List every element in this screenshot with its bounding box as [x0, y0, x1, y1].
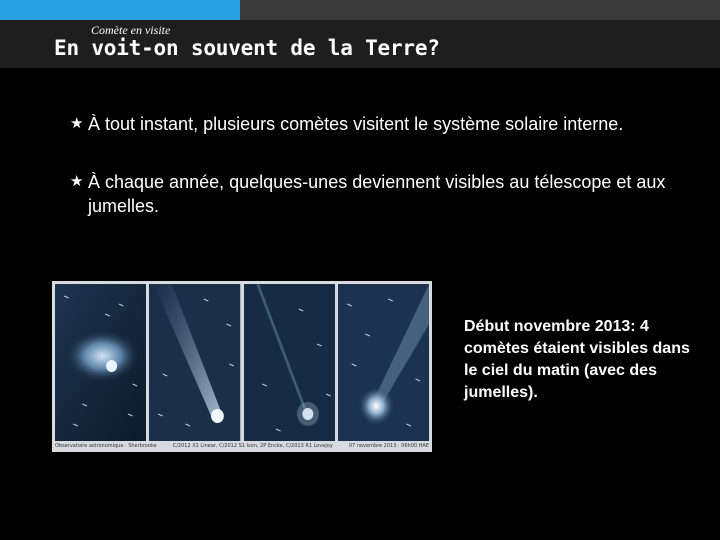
slide-subtitle: Comète en visite — [91, 23, 171, 37]
side-note: Début novembre 2013: 4 comètes étaient visibles dans le ciel du matin (avec des jumelles). — [464, 318, 690, 401]
topbar-accent — [0, 0, 240, 20]
photo-caption-mid: C/2012 X1 Linear, C/2012 S1 Ison, 2P Encke, C/2013 R1 Lovejoy — [172, 442, 333, 449]
photo-caption — [55, 441, 429, 450]
bullet-item — [70, 170, 680, 218]
star-bullet-icon: ★ — [70, 115, 84, 132]
comet-photo-1 — [55, 284, 146, 441]
photo-caption-right: 07 novembre 2013 · 06h00 HAE — [348, 442, 429, 449]
bullet-text: À tout instant, plusieurs comètes visitent le système solaire interne. — [88, 114, 624, 134]
comet-photo-3 — [244, 284, 335, 441]
slide-title: En voit-on souvent de la Terre? — [54, 36, 440, 60]
bullet-text: À chaque année, quelques-unes deviennent visibles au télescope et aux jumelles. — [88, 172, 666, 216]
topbar — [240, 0, 720, 20]
comet-photo-strip — [52, 281, 432, 452]
comet-photo-4 — [338, 284, 429, 441]
bullet-list — [70, 112, 680, 252]
bullet-item — [70, 112, 680, 136]
comet-photo-2 — [149, 284, 240, 441]
photo-caption-left: Observatoire astronomique · Sherbrooke — [55, 442, 157, 449]
star-bullet-icon: ★ — [70, 173, 84, 190]
